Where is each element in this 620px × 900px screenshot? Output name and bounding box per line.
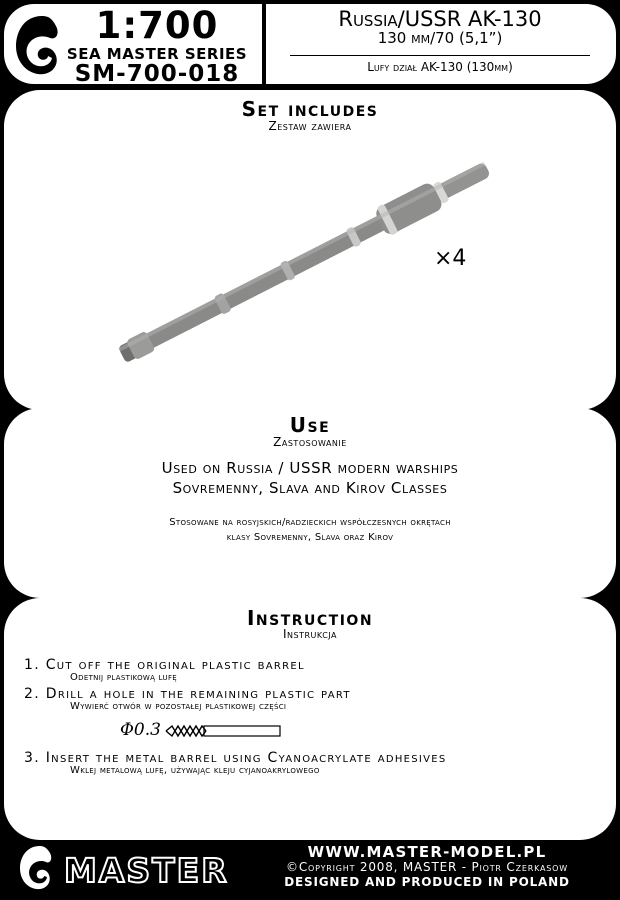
product-title: Russia/USSR AK-130 bbox=[338, 7, 542, 31]
use-line-2: Sovremenny, Slava and Kirov Classes bbox=[172, 479, 448, 497]
step-3-number: 3. bbox=[24, 750, 40, 766]
step-1 bbox=[24, 657, 305, 673]
drill-bit-icon bbox=[164, 723, 284, 739]
instruction-heading-pl: Instrukcja bbox=[283, 627, 337, 641]
master-swirl-logo-icon bbox=[12, 10, 64, 84]
instruction-heading: Instruction bbox=[246, 606, 374, 630]
header-divider bbox=[262, 4, 266, 84]
brand-name: MASTER bbox=[64, 851, 229, 890]
product-title-pl: Lufy dział AK-130 (130mm) bbox=[367, 60, 513, 74]
use-pl-line-1: Stosowane na rosyjskich/radzieckich współczesnych okrętach bbox=[169, 517, 451, 528]
use-heading: Use bbox=[289, 413, 331, 437]
drill-size-label: Φ0.3 bbox=[120, 720, 161, 740]
step-2-pl: Wywierć otwór w pozostałej plastikowej części bbox=[70, 701, 287, 712]
step-2 bbox=[24, 686, 351, 702]
website-link[interactable]: WWW.MASTER-MODEL.PL bbox=[307, 843, 547, 861]
header-left bbox=[64, 6, 250, 86]
copyright-text: ©Copyright 2008, MASTER - Piotr Czerkasow bbox=[286, 860, 568, 874]
master-brand-logo bbox=[18, 842, 238, 894]
step-1-text: Cut off the original plastic barrel bbox=[45, 657, 305, 673]
header-rule bbox=[290, 55, 590, 56]
quantity-label: ×4 bbox=[434, 246, 467, 271]
product-code: SM-700-018 bbox=[74, 61, 240, 87]
made-in-text: DESIGNED AND PRODUCED IN POLAND bbox=[284, 875, 570, 889]
instruction-panel bbox=[4, 598, 616, 840]
step-3-text: Insert the metal barrel using Cyanoacrylate adhesives bbox=[45, 750, 447, 766]
product-subtitle: 130 mm/70 (5,1”) bbox=[377, 29, 503, 47]
use-panel bbox=[4, 408, 616, 598]
use-heading-pl: Zastosowanie bbox=[273, 435, 347, 449]
step-1-pl: Odetnij plastikową lufę bbox=[70, 672, 177, 683]
set-heading: Set includes bbox=[241, 97, 379, 121]
step-2-number: 2. bbox=[24, 686, 40, 702]
header-right bbox=[270, 8, 610, 74]
step-3-pl: Wklej metalową lufę, używając kleju cyjanoakrylowego bbox=[70, 765, 320, 776]
scale-label: 1:700 bbox=[95, 4, 219, 47]
step-1-number: 1. bbox=[24, 657, 40, 673]
use-pl-line-2: klasy Sovremenny, Slava oraz Kirov bbox=[226, 532, 394, 543]
set-panel bbox=[4, 90, 616, 410]
footer-info bbox=[252, 844, 602, 890]
use-line-1: Used on Russia / USSR modern warships bbox=[161, 459, 459, 477]
series-label: SEA MASTER SERIES bbox=[66, 45, 248, 63]
set-heading-pl: Zestaw zawiera bbox=[268, 119, 352, 133]
master-swirl-icon bbox=[20, 846, 51, 889]
step-3 bbox=[24, 750, 447, 766]
step-2-text: Drill a hole in the remaining plastic part bbox=[45, 686, 351, 702]
